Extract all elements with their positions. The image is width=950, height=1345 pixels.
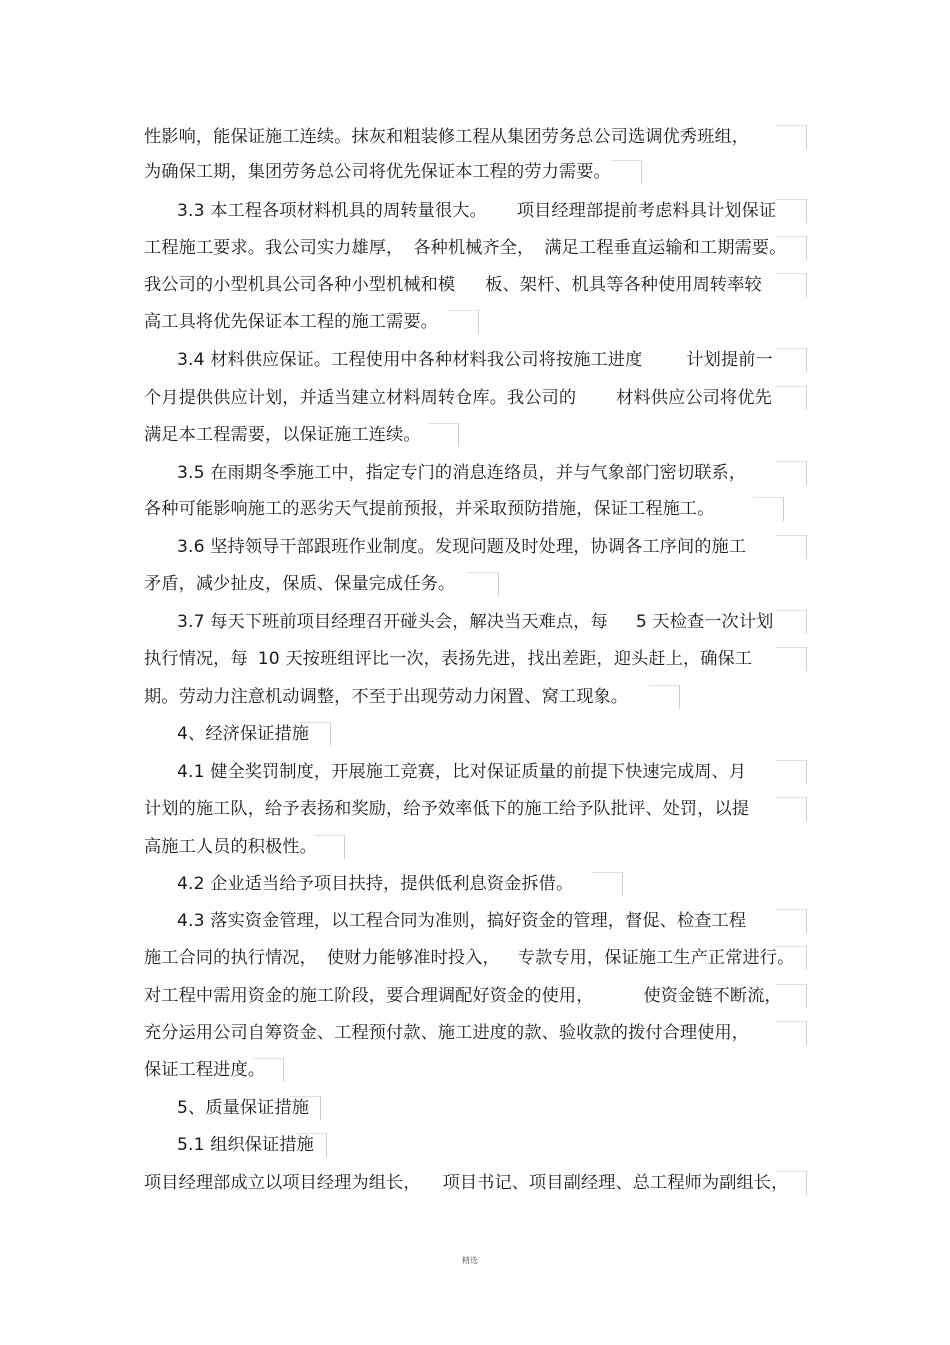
text-segment: 满足本工程需要，以保证施工连续。 xyxy=(144,425,421,445)
line-end-marker xyxy=(806,236,807,260)
text-line xyxy=(144,572,806,596)
text-line xyxy=(144,497,806,521)
text-segment: 4.3 落实资金管理，以工程合同为准则，搞好资金的管理，督促、检查工程 xyxy=(177,911,747,931)
line-end-rule xyxy=(468,572,498,573)
text-segment: 各种可能影响施工的恶劣天气提前预报，并采取预防措施，保证工程施工。 xyxy=(144,499,715,519)
text-segment: 保证工程进度。 xyxy=(144,1060,266,1080)
line-end-rule xyxy=(776,984,806,985)
text-line xyxy=(144,386,806,410)
text-line xyxy=(177,461,806,485)
text-segment: 期。劳动力注意机动调整，不至于出现劳动力闲置、窝工现象。 xyxy=(144,687,629,707)
text-line xyxy=(144,1058,806,1082)
text-segment: 计划提前一 xyxy=(686,350,773,370)
text-segment: 材料供应公司将优先 xyxy=(616,388,772,408)
line-end-marker xyxy=(478,310,479,334)
line-end-marker xyxy=(641,160,642,184)
line-end-rule xyxy=(448,310,478,311)
text-line xyxy=(177,348,806,372)
line-end-marker xyxy=(330,722,331,746)
text-line xyxy=(144,835,806,859)
text-line xyxy=(177,535,806,559)
line-end-marker xyxy=(806,1021,807,1045)
line-end-rule xyxy=(776,647,806,648)
line-end-marker xyxy=(498,572,499,596)
text-segment: 对工程中需用资金的施工阶段，要合理调配好资金的使用， xyxy=(144,986,594,1006)
line-end-rule xyxy=(649,685,679,686)
line-end-marker xyxy=(806,125,807,149)
text-segment: 项目经理部提前考虑料具计划保证 xyxy=(516,201,777,221)
line-end-marker xyxy=(806,797,807,821)
line-end-marker xyxy=(783,497,784,521)
text-segment: 5、质量保证措施 xyxy=(177,1098,310,1118)
line-end-marker xyxy=(806,760,807,784)
line-end-marker xyxy=(622,872,623,896)
text-line xyxy=(144,946,806,970)
text-segment: 3.6 坚持领导干部跟班作业制度。发现问题及时处理，协调各工序间的施工 xyxy=(177,537,747,557)
line-end-rule xyxy=(611,160,641,161)
text-line xyxy=(177,760,806,784)
text-line xyxy=(177,199,806,223)
line-end-rule xyxy=(776,386,806,387)
line-end-rule xyxy=(290,1096,320,1097)
text-segment: 3.4 材料供应保证。工程使用中各种材料我公司将按施工进度 xyxy=(177,350,643,370)
line-end-marker xyxy=(806,1171,807,1195)
text-segment: 4.2 企业适当给予项目扶持，提供低利息资金拆借。 xyxy=(177,874,574,894)
text-line xyxy=(144,797,806,821)
line-end-rule xyxy=(776,199,806,200)
text-segment: 我公司的小型机具公司各种小型机械和模 xyxy=(144,275,456,295)
line-end-marker xyxy=(679,685,680,709)
text-line xyxy=(177,1096,806,1120)
text-segment: 高工具将优先保证本工程的施工需要。 xyxy=(144,312,438,332)
line-end-marker xyxy=(806,946,807,970)
text-segment: 项目经理部成立以项目经理为组长， xyxy=(144,1173,421,1193)
line-end-rule xyxy=(776,125,806,126)
line-end-rule xyxy=(776,760,806,761)
text-line xyxy=(144,984,806,1008)
text-line xyxy=(177,1133,806,1157)
text-segment: 各种机械齐全， xyxy=(413,238,535,258)
text-segment: 高施工人员的积极性。 xyxy=(144,837,317,857)
line-end-rule xyxy=(776,1171,806,1172)
text-segment: 3.3 本工程各项材料机具的周转量很大。 xyxy=(177,201,487,221)
line-end-rule xyxy=(253,1058,283,1059)
line-end-rule xyxy=(776,909,806,910)
line-end-rule xyxy=(592,872,622,873)
line-end-marker xyxy=(344,835,345,859)
line-end-marker xyxy=(806,348,807,372)
text-line xyxy=(144,160,806,184)
line-end-rule xyxy=(428,423,458,424)
line-end-rule xyxy=(776,535,806,536)
text-line xyxy=(144,1021,806,1045)
text-line xyxy=(177,610,806,634)
text-segment: 施工合同的执行情况， xyxy=(144,948,317,968)
text-segment: 使资金链不断流， xyxy=(643,986,782,1006)
line-end-marker xyxy=(806,461,807,485)
text-line xyxy=(177,909,806,933)
text-segment: 矛盾，减少扯皮，保质、保量完成任务。 xyxy=(144,574,456,594)
line-end-rule xyxy=(776,610,806,611)
text-line xyxy=(144,1171,806,1195)
text-line xyxy=(177,872,806,896)
line-end-rule xyxy=(776,797,806,798)
line-end-rule xyxy=(300,722,330,723)
text-line xyxy=(144,647,806,671)
line-end-marker xyxy=(458,423,459,447)
page-footer: 精选 xyxy=(462,1256,478,1265)
text-line xyxy=(144,236,806,260)
line-end-marker xyxy=(806,199,807,223)
text-segment: 5.1 组织保证措施 xyxy=(177,1135,314,1155)
line-end-marker xyxy=(806,273,807,297)
text-line xyxy=(144,423,806,447)
line-end-rule xyxy=(776,273,806,274)
line-end-marker xyxy=(806,535,807,559)
line-end-rule xyxy=(776,236,806,237)
line-end-marker xyxy=(806,984,807,1008)
text-segment: 计划的施工队，给予表扬和奖励，给予效率低下的施工给予队批评、处罚，以提 xyxy=(144,799,750,819)
text-segment: 性影响，能保证施工连续。抹灰和粗装修工程从集团劳务总公司选调优秀班组， xyxy=(144,127,750,147)
line-end-marker xyxy=(320,1096,321,1120)
text-line xyxy=(144,310,806,334)
text-segment: 工程施工要求。我公司实力雄厚， xyxy=(144,238,404,258)
text-line xyxy=(144,273,806,297)
text-segment: 专款专用，保证施工生产正常进行。 xyxy=(517,948,795,968)
text-segment: 满足工程垂直运输和工期需要。 xyxy=(544,238,787,258)
line-end-marker xyxy=(326,1133,327,1157)
text-segment: 使财力能够准时投入， xyxy=(326,948,500,968)
text-segment: 3.7 每天下班前项目经理召开碰头会，解决当天难点，每 xyxy=(177,612,608,632)
line-end-marker xyxy=(806,386,807,410)
text-segment: 5 天检查一次计划 xyxy=(635,612,774,632)
text-segment: 4、经济保证措施 xyxy=(177,724,310,744)
line-end-marker xyxy=(806,647,807,671)
text-line xyxy=(144,125,806,149)
line-end-rule xyxy=(776,946,806,947)
text-segment: 为确保工期，集团劳务总公司将优先保证本工程的劳力需要。 xyxy=(144,162,611,182)
line-end-rule xyxy=(776,1021,806,1022)
text-segment: 项目书记、项目副经理、总工程师为副组长， xyxy=(442,1173,789,1193)
text-segment: 充分运用公司自筹资金、工程预付款、施工进度的款、验收款的拨付合理使用， xyxy=(144,1023,750,1043)
text-line xyxy=(144,685,806,709)
line-end-marker xyxy=(283,1058,284,1082)
text-segment: 10 天按班组评比一次，表扬先进，找出差距，迎头赶上，确保工 xyxy=(257,649,753,669)
line-end-marker xyxy=(806,610,807,634)
line-end-rule xyxy=(753,497,783,498)
line-end-rule xyxy=(296,1133,326,1134)
line-end-marker xyxy=(806,909,807,933)
text-line xyxy=(177,722,806,746)
text-segment: 个月提供供应计划，并适当建立材料周转仓库。我公司的 xyxy=(144,388,577,408)
text-segment: 3.5 在雨期冬季施工中，指定专门的消息连络员，并与气象部门密切联系， xyxy=(177,463,747,483)
text-segment: 4.1 健全奖罚制度，开展施工竞赛，比对保证质量的前提下快速完成周、月 xyxy=(177,762,747,782)
text-segment: 执行情况，每 xyxy=(144,649,248,669)
line-end-rule xyxy=(314,835,344,836)
line-end-rule xyxy=(776,348,806,349)
text-segment: 板、架杆、机具等各种使用周转率较 xyxy=(485,275,762,295)
line-end-rule xyxy=(776,461,806,462)
